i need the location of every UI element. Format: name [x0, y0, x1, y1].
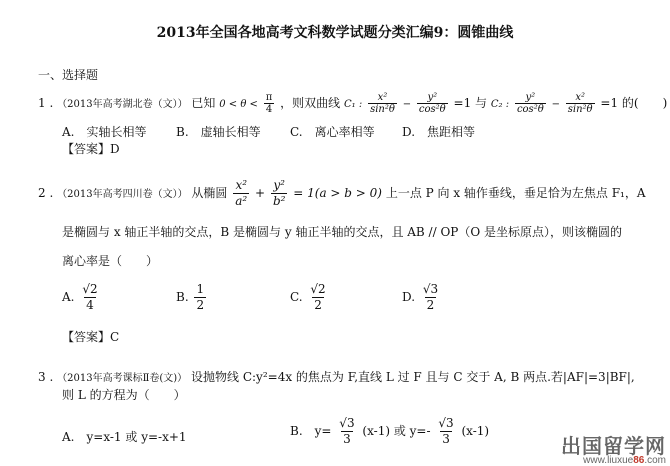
curve-c2-label: C₂ : — [490, 99, 510, 110]
option-a: A. 实轴长相等 — [62, 125, 147, 139]
fraction: $\frac{√3}{3}$ — [339, 416, 355, 446]
question-2-line: 2 . （2013年高考四川卷（文）） 从椭圆 $\frac{\text{x²}}{\text{a²}}$ + $\frac{\text{y²}}{\text{b²}}$ = 1(a > b > 0) 上一点 P 向 x 轴作垂线，垂足恰为左焦点 F₁，A — [38, 178, 646, 208]
question-text: 设抛物线 C:y²=4x 的焦点为 F,直线 L 过 F 且与 C 交于 A, B 两点.若|AF|=3|BF|, — [191, 370, 635, 384]
question-1-line: 1 . （2013年高考湖北卷（文）） 已知 0 < θ < $\frac{\pi}{4}$ ，则双曲线 C₁ : $\frac{\text{x²}}{\text{sin²θ}}$ − $\frac{\text{y²}}{\text{cos²θ}}$ =1 与 C₂ : $\frac{\text{y²}}{\text{cos²θ}}$ − $\frac{\text{x²}}{\text{sin²θ}}$ =1 的( ) — [38, 92, 668, 115]
fraction: $\frac{\text{y²}}{\text{cos²θ}}$ — [418, 92, 446, 115]
fraction: $\frac{\text{x²}}{\text{sin²θ}}$ — [370, 92, 395, 115]
question-3-line: 3 . （2013年高考课标Ⅱ卷(文)） 设抛物线 C:y²=4x 的焦点为 F,直线 L 过 F 且与 C 交于 A, B 两点.若|AF|=3|BF|, — [38, 370, 635, 384]
question-number: 3 — [38, 370, 46, 384]
question-text-line: 则 L 的方程为（ ） — [62, 388, 186, 402]
option-b: B. $\frac{1}{2}$ — [176, 282, 205, 312]
question-text: =1 与 — [453, 96, 488, 110]
fraction: $\frac{\pi}{4}$ — [265, 92, 273, 115]
question-text: ，则双曲线 — [280, 96, 341, 110]
fraction: $\frac{\text{x²}}{\text{sin²θ}}$ — [567, 92, 593, 115]
watermark-url: www.liuxue86.com — [583, 455, 666, 466]
math-condition: 0 < θ < — [219, 99, 258, 110]
answer: 【答案】C — [62, 330, 120, 344]
question-source: （2013年高考湖北卷（文）） — [57, 99, 188, 110]
watermark-logo-text: 出国留学网 — [561, 434, 666, 458]
option-d: D. 焦距相等 — [402, 125, 476, 139]
section-heading: 一、选择题 — [38, 68, 99, 82]
option-a: A. $\frac{√2}{4}$ — [62, 282, 98, 312]
option-a: A. y=x-1 或 y=-x+1 — [62, 430, 187, 444]
question-source: （2013年高考课标Ⅱ卷(文)） — [57, 373, 188, 384]
fraction: $\frac{√3}{3}$ — [438, 416, 454, 446]
option-d: D. $\frac{√3}{2}$ — [402, 282, 439, 312]
page-title: 2013年全国各地高考文科数学试题分类汇编9：圆锥曲线 — [156, 25, 514, 41]
question-text: 从椭圆 — [191, 186, 228, 200]
question-text: 已知 — [191, 96, 216, 110]
fraction: $\frac{√3}{2}$ — [422, 282, 439, 312]
math-expr: = 1(a > b > 0) — [293, 186, 382, 200]
fraction: $\frac{\text{x²}}{\text{a²}}$ — [235, 178, 248, 208]
fraction: $\frac{\text{y²}}{\text{cos²θ}}$ — [516, 92, 544, 115]
fraction: $\frac{1}{2}$ — [196, 282, 205, 312]
option-b: B. 虚轴长相等 — [176, 125, 261, 139]
question-text: 上一点 P 向 x 轴作垂线，垂足恰为左焦点 F₁，A — [385, 186, 646, 200]
question-text-line: 离心率是（ ） — [62, 254, 159, 268]
question-number: 2 — [38, 186, 46, 200]
fraction: $\frac{√2}{2}$ — [310, 282, 326, 312]
option-c: C. 离心率相等 — [290, 125, 375, 139]
curve-c1-label: C₁ : — [344, 99, 363, 110]
question-number: 1 — [38, 96, 46, 110]
option-c: C. $\frac{√2}{2}$ — [290, 282, 326, 312]
fraction: $\frac{\text{y²}}{\text{b²}}$ — [272, 178, 286, 208]
question-text: =1 的( ) — [600, 96, 668, 110]
fraction: $\frac{√2}{4}$ — [82, 282, 98, 312]
option-b: B. y= $\frac{√3}{3}$ (x-1) 或 y=- $\frac{√3}{3}$ (x-1) — [290, 416, 490, 446]
question-text-line: 是椭圆与 x 轴正半轴的交点，B 是椭圆与 y 轴正半轴的交点，且 AB // OP（O 是坐标原点），则该椭圆的 — [62, 225, 623, 239]
answer: 【答案】D — [62, 142, 120, 156]
question-source: （2013年高考四川卷（文）） — [57, 189, 188, 200]
